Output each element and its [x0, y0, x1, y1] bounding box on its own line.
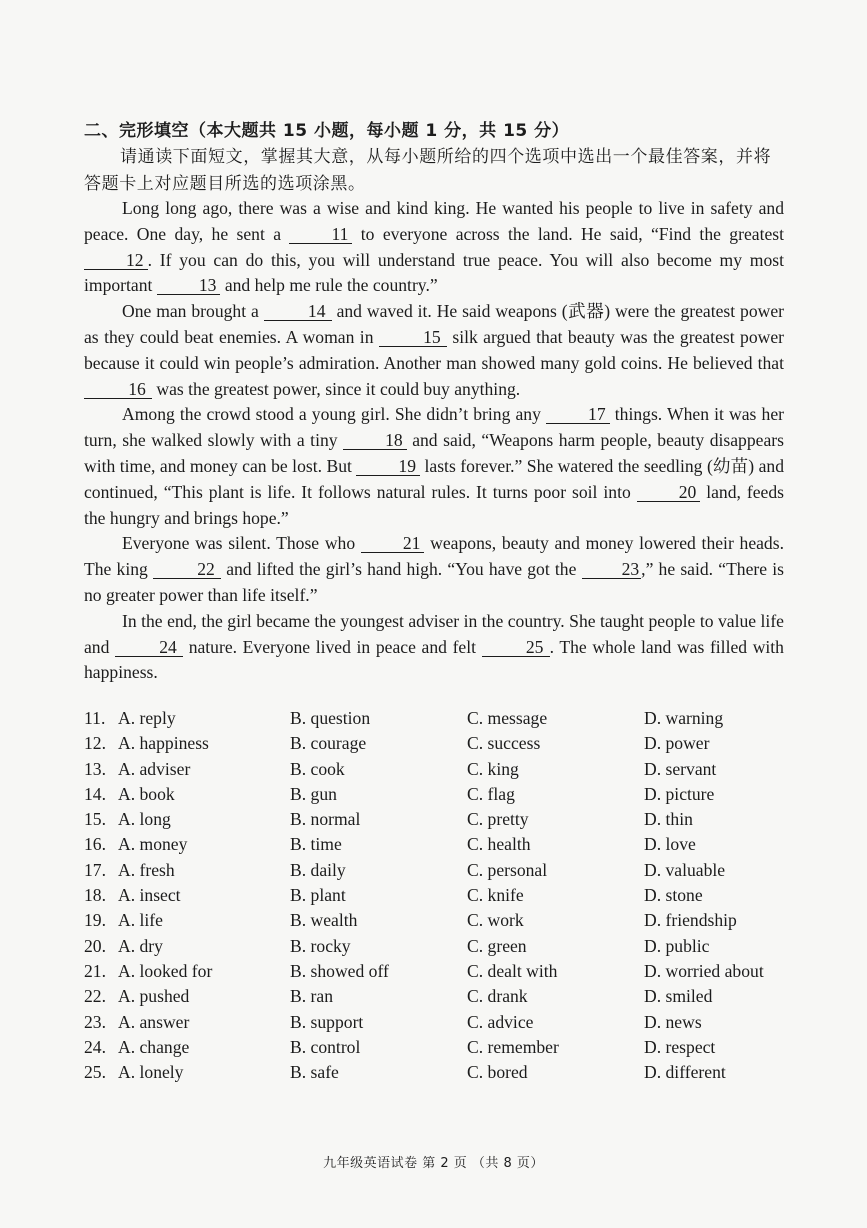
question-number: 21. [84, 960, 106, 981]
blank-14: 14 [264, 302, 332, 321]
option-d: D. respect [644, 1036, 716, 1057]
option-a: A. pushed [118, 986, 190, 1007]
passage-text: nature. Everyone lived in peace and felt [188, 636, 477, 657]
blank-11: 11 [289, 225, 352, 244]
blank-12: 12 [84, 251, 148, 270]
blank-15: 15 [379, 328, 447, 347]
passage-paragraph [84, 402, 784, 531]
page-footer: 九年级英语试卷 第 2 页 （共 8 页） [323, 1156, 544, 1171]
passage-text: . If you can do this, you will understand true peace. You will also become my most important [84, 249, 784, 296]
option-a: A. adviser [118, 758, 191, 779]
option-c: C. green [467, 935, 527, 956]
option-a: A. long [118, 809, 171, 830]
option-c: C. message [467, 708, 548, 728]
question-number: 18. [84, 885, 106, 906]
option-a: A. change [118, 1036, 190, 1057]
passage-paragraph [84, 196, 784, 299]
passage-paragraph [84, 609, 784, 686]
option-d: D. power [644, 733, 710, 754]
option-row [84, 984, 804, 1009]
passage-text: Everyone was silent. Those who [122, 533, 356, 554]
passage-text: One man brought a [122, 301, 259, 322]
option-c: C. king [467, 758, 519, 779]
blank-22: 22 [153, 560, 221, 579]
option-c: C. personal [467, 859, 548, 880]
section-instructions: 请通读下面短文，掌握其大意，从每小题所给的四个选项中选出一个最佳答案，并将答题卡上对应题目所选的选项涂黑。 [84, 147, 772, 194]
option-d: D. smiled [644, 986, 713, 1007]
question-number: 24. [84, 1036, 106, 1057]
option-d: D. warning [644, 708, 724, 728]
option-row [84, 731, 804, 756]
option-row [84, 1035, 804, 1060]
option-c: C. pretty [467, 809, 529, 830]
passage-text: lasts forever.” She watered the seedling (幼苗) and continued, “This plant is life. It follows natural rules. It turns poor soil into [84, 455, 785, 502]
question-number: 11. [84, 708, 106, 728]
passage-text: to everyone across the land. He said, “Find the greatest [360, 223, 785, 244]
passage-text: ,” he said. “There is no greater power than life itself.” [84, 559, 784, 605]
option-c: C. knife [467, 885, 524, 906]
passage-text: and waved it. He said weapons (武器) were the greatest power as they could beat enemies. A woman in [84, 301, 785, 347]
question-number: 14. [84, 783, 106, 804]
cloze-passage [84, 196, 784, 686]
option-b: B. rocky [290, 935, 351, 956]
option-row [84, 807, 804, 832]
option-b: B. wealth [290, 910, 358, 931]
option-a: A. reply [118, 708, 176, 728]
option-a: A. book [118, 783, 175, 804]
question-number: 23. [84, 1011, 106, 1032]
passage-text: and lifted the girl’s hand high. “You have got the [226, 559, 577, 580]
option-row [84, 883, 804, 908]
option-row [84, 959, 804, 984]
option-a: A. fresh [118, 859, 175, 880]
option-row [84, 1010, 804, 1035]
option-c: C. success [467, 733, 541, 754]
option-a: A. happiness [118, 733, 209, 754]
blank-21: 21 [361, 534, 425, 553]
option-d: D. stone [644, 885, 703, 906]
passage-text: weapons, beauty and money lowered their heads. The king [84, 533, 784, 580]
option-a: A. life [118, 910, 163, 931]
question-number: 12. [84, 733, 106, 754]
option-d: D. love [644, 834, 696, 855]
blank-23: 23 [582, 560, 642, 579]
option-b: B. cook [290, 758, 345, 779]
option-row [84, 908, 804, 933]
option-row [84, 757, 804, 782]
option-b: B. control [290, 1036, 361, 1057]
option-b: B. plant [290, 885, 346, 906]
option-b: B. normal [290, 809, 361, 830]
option-b: B. time [290, 834, 342, 855]
question-number: 20. [84, 935, 106, 956]
option-row [84, 934, 804, 959]
option-d: D. public [644, 935, 710, 956]
option-d: D. valuable [644, 859, 726, 880]
option-b: B. gun [290, 783, 337, 804]
blank-13: 13 [157, 276, 221, 295]
option-c: C. work [467, 910, 524, 931]
passage-text: was the greatest power, since it could buy anything. [156, 378, 521, 399]
passage-paragraph [84, 299, 784, 402]
option-c: C. dealt with [467, 960, 558, 981]
passage-text: and said, “Weapons harm people, beauty disappears with time, and money can be lost. But [84, 430, 784, 476]
option-a: A. dry [118, 935, 163, 956]
option-d: D. friendship [644, 910, 737, 931]
blank-20: 20 [637, 483, 701, 502]
option-c: C. advice [467, 1011, 534, 1032]
option-a: A. money [118, 834, 188, 855]
option-row [84, 832, 804, 857]
option-row [84, 782, 804, 807]
option-d: D. different [644, 1062, 726, 1083]
option-b: B. courage [290, 733, 367, 754]
question-number: 22. [84, 986, 106, 1007]
option-c: C. remember [467, 1036, 559, 1057]
question-number: 15. [84, 809, 106, 830]
blank-24: 24 [115, 638, 183, 657]
option-d: D. picture [644, 783, 715, 804]
option-b: B. ran [290, 986, 333, 1007]
option-c: C. bored [467, 1062, 528, 1083]
option-b: B. question [290, 708, 371, 728]
option-d: D. servant [644, 758, 717, 779]
option-row [84, 706, 804, 731]
option-row [84, 1060, 804, 1085]
option-row [84, 858, 804, 883]
passage-text: In the end, the girl became the youngest adviser in the country. She taught people to value life and [84, 610, 784, 657]
passage-text: land, feeds the hungry and brings hope.” [84, 481, 784, 528]
question-number: 25. [84, 1062, 106, 1083]
option-b: B. daily [290, 859, 346, 880]
option-c: C. drank [467, 986, 528, 1007]
blank-19: 19 [356, 457, 420, 476]
option-a: A. insect [118, 885, 181, 906]
blank-16: 16 [84, 380, 152, 399]
blank-25: 25 [482, 638, 550, 657]
passage-text: . The whole land was filled with happiness. [84, 636, 784, 683]
passage-text: Among the crowd stood a young girl. She didn’t bring any [122, 404, 541, 425]
option-b: B. safe [290, 1062, 339, 1083]
question-number: 16. [84, 834, 106, 855]
passage-paragraph [84, 531, 784, 608]
option-a: A. looked for [118, 960, 213, 981]
answer-options-list [84, 706, 804, 1085]
option-d: D. worried about [644, 960, 764, 981]
option-b: B. showed off [290, 960, 389, 981]
option-d: D. thin [644, 809, 693, 830]
option-c: C. health [467, 834, 531, 855]
option-a: A. answer [118, 1011, 190, 1032]
blank-17: 17 [546, 405, 610, 424]
option-b: B. support [290, 1011, 364, 1032]
passage-text: Long long ago, there was a wise and kind king. He wanted his people to live in safety and peace. One day, he sent a [84, 198, 784, 244]
blank-18: 18 [343, 431, 407, 450]
option-a: A. lonely [118, 1062, 184, 1083]
section-title: 二、完形填空（本大题共 15 小题，每小题 1 分，共 15 分） [84, 121, 570, 141]
passage-text: silk argued that beauty was the greatest power because it could win people’s admiration. Another man showed many gold coins. He believed that [84, 326, 784, 373]
passage-text: things. When it was her turn, she walked slowly with a tiny [84, 404, 784, 451]
option-c: C. flag [467, 783, 515, 804]
option-d: D. news [644, 1011, 702, 1032]
passage-text: and help me rule the country.” [224, 275, 438, 296]
question-number: 17. [84, 859, 106, 880]
question-number: 13. [84, 758, 106, 779]
question-number: 19. [84, 910, 106, 931]
